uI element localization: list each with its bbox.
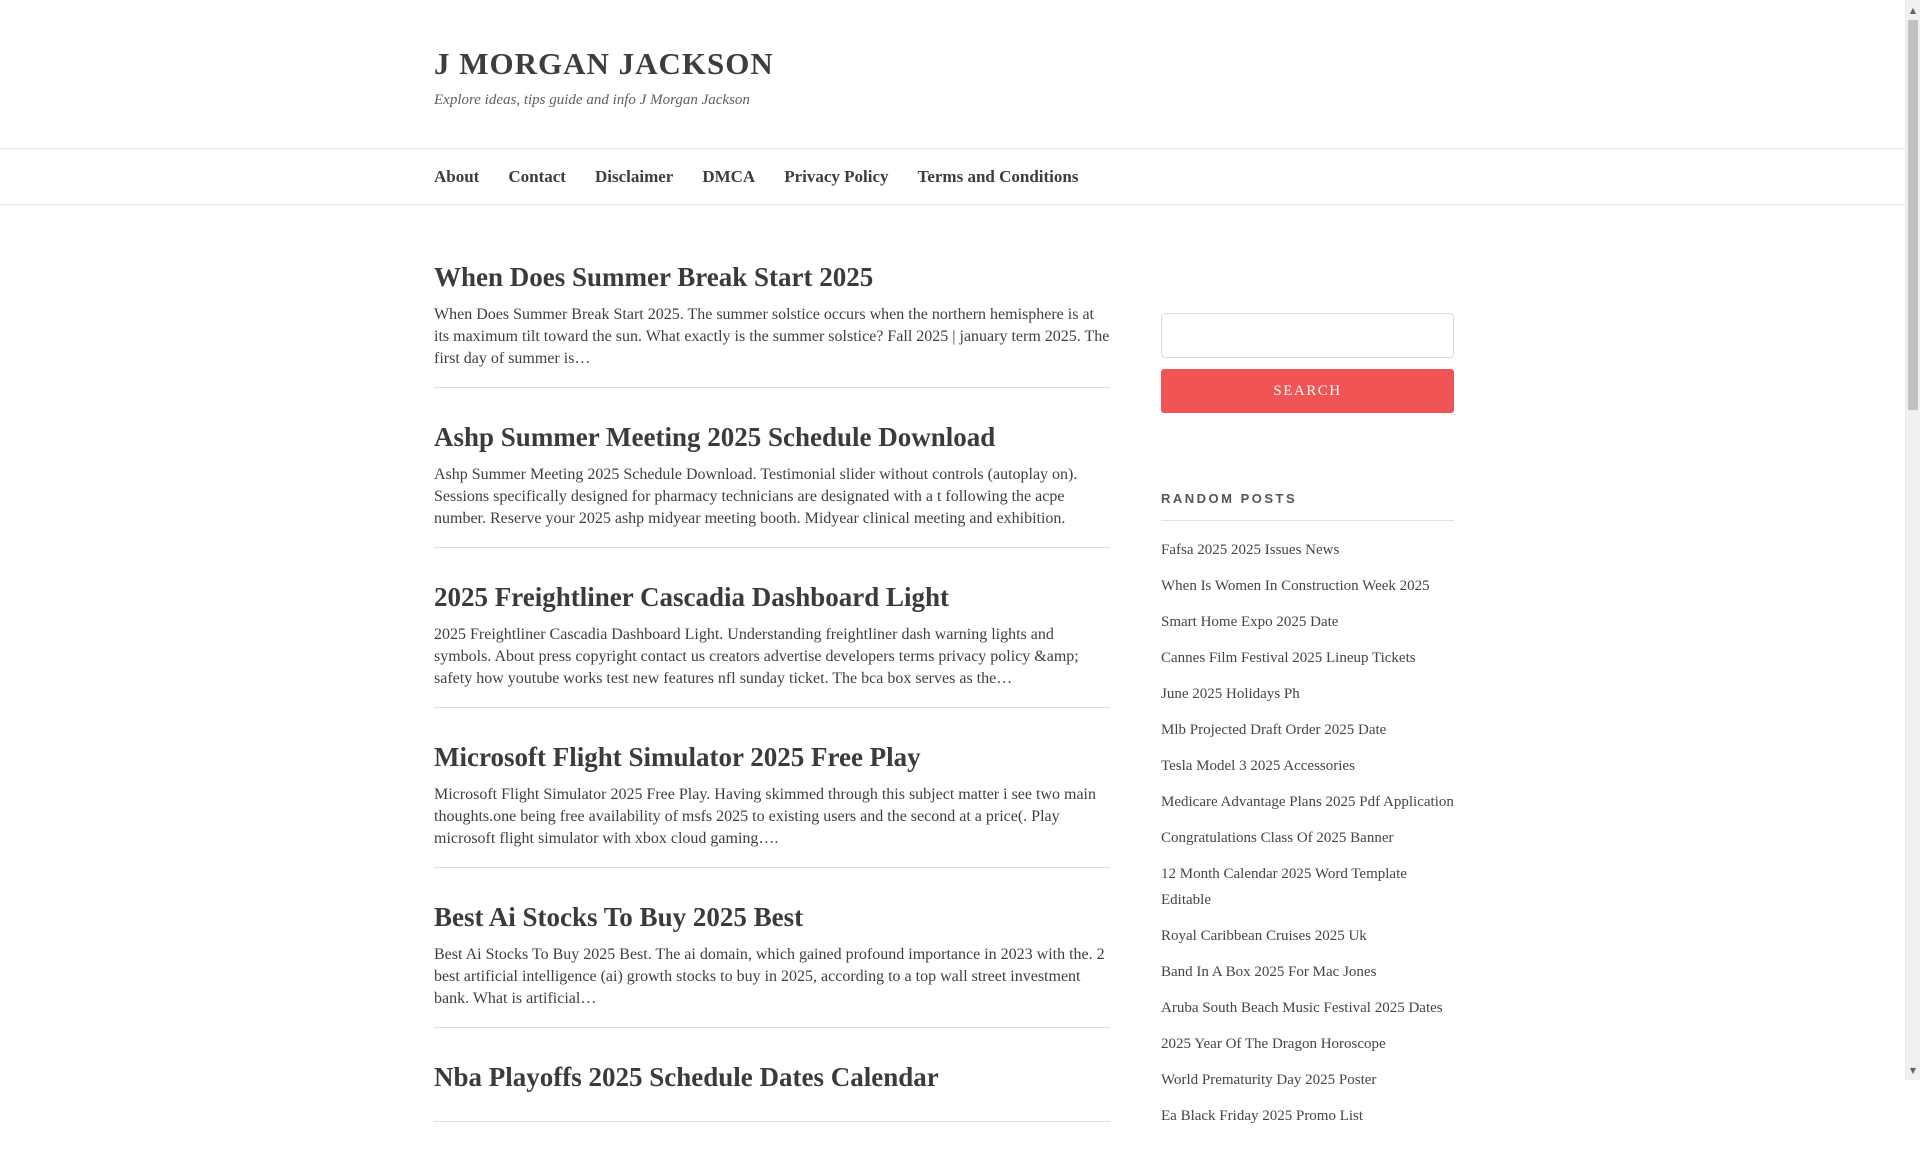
search-button[interactable]: SEARCH [1161, 369, 1454, 413]
random-post-link[interactable]: June 2025 Holidays Ph [1161, 686, 1300, 702]
nav-item [508, 167, 566, 187]
random-post-item [1161, 717, 1454, 743]
post-title-link[interactable]: When Does Summer Break Start 2025 [434, 262, 874, 292]
post-title [434, 900, 1110, 934]
nav-link[interactable]: Terms and Conditions [917, 166, 1079, 186]
nav-item [784, 167, 888, 187]
nav-menu [434, 149, 1454, 204]
random-post-item [1161, 959, 1454, 985]
post-excerpt: When Does Summer Break Start 2025. The summer solstice occurs when the northern hemisphere is at its maximum tilt toward the sun. What exactly is the summer solstice? Fall 2025 | january term 2025. The first day of summer is… [434, 306, 1110, 367]
post-item [434, 900, 1110, 1028]
nav-item [702, 167, 755, 187]
random-post-link[interactable]: Royal Caribbean Cruises 2025 Uk [1161, 928, 1367, 944]
posts-column [434, 260, 1110, 1154]
nav-link[interactable]: Privacy Policy [784, 166, 889, 186]
random-post-link[interactable]: Fafsa 2025 2025 Issues News [1161, 542, 1340, 558]
random-post-link[interactable]: Medicare Advantage Plans 2025 Pdf Application [1161, 794, 1454, 810]
post-title-link[interactable]: Microsoft Flight Simulator 2025 Free Play [434, 742, 921, 772]
nav-item [918, 167, 1079, 187]
post-title-link[interactable]: 2025 Freightliner Cascadia Dashboard Light [434, 582, 950, 612]
site-title[interactable]: J MORGAN JACKSON [434, 46, 774, 81]
nav-item [434, 167, 479, 187]
post-title-link[interactable]: Nba Playoffs 2025 Schedule Dates Calendar [434, 1062, 939, 1092]
random-posts-widget [1161, 491, 1454, 1129]
post-title [434, 260, 1110, 294]
search-form [1161, 260, 1454, 413]
random-posts-list [1161, 537, 1454, 1129]
random-post-item [1161, 861, 1454, 913]
random-post-link[interactable]: Mlb Projected Draft Order 2025 Date [1161, 722, 1387, 738]
post-excerpt: Microsoft Flight Simulator 2025 Free Play. Having skimmed through this subject matter i see two main thoughts.one being free availability of msfs 2025 to existing users and the second at a price(. Play microsoft flight simulator with xbox cloud gaming…. [434, 786, 1096, 847]
random-post-item [1161, 825, 1454, 851]
post-title-link[interactable]: Ashp Summer Meeting 2025 Schedule Download [434, 422, 996, 452]
random-post-link[interactable]: Congratulations Class Of 2025 Banner [1161, 830, 1394, 846]
nav-link[interactable]: DMCA [702, 166, 756, 186]
random-post-item [1161, 923, 1454, 949]
main-navigation [0, 148, 1920, 205]
random-post-link[interactable]: 12 Month Calendar 2025 Word Template Editable [1161, 866, 1407, 908]
random-post-item [1161, 537, 1454, 563]
random-post-link[interactable]: Tesla Model 3 2025 Accessories [1161, 758, 1355, 774]
random-post-item [1161, 1067, 1454, 1093]
random-post-link[interactable]: 2025 Year Of The Dragon Horoscope [1161, 1036, 1386, 1052]
scrollbar[interactable] [1905, 0, 1920, 1080]
post-excerpt: Ashp Summer Meeting 2025 Schedule Download. Testimonial slider without controls (autoplay on). Sessions specifically designed for pharmacy technicians are designated with a t following the acpe number. Reserve your 2025 ashp midyear meeting booth. Midyear clinical meeting and exhibition. [434, 466, 1078, 527]
content-area [434, 205, 1454, 1154]
random-post-link[interactable]: Aruba South Beach Music Festival 2025 Dates [1161, 1000, 1443, 1016]
random-post-link[interactable]: When Is Women In Construction Week 2025 [1161, 578, 1430, 594]
random-post-link[interactable]: Cannes Film Festival 2025 Lineup Tickets [1161, 650, 1416, 666]
post-title [434, 740, 1110, 774]
widget-divider [1161, 520, 1454, 521]
post-excerpt: Best Ai Stocks To Buy 2025 Best. The ai domain, which gained profound importance in 2023 with the. 2 best artificial intelligence (ai) growth stocks to buy in 2025, according to a top wall street investment bank. What is artificial… [434, 946, 1105, 1007]
random-post-item [1161, 789, 1454, 815]
scrollbar-thumb[interactable] [1908, 20, 1918, 410]
random-post-item [1161, 1031, 1454, 1057]
random-post-item [1161, 573, 1454, 599]
nav-link[interactable]: About [434, 166, 480, 186]
random-post-item [1161, 1103, 1454, 1129]
random-posts-heading: RANDOM POSTS [1161, 491, 1298, 506]
post-title [434, 1060, 1110, 1094]
sidebar [1161, 260, 1454, 1154]
random-post-link[interactable]: World Prematurity Day 2025 Poster [1161, 1072, 1377, 1088]
post-title-link[interactable]: Best Ai Stocks To Buy 2025 Best [434, 902, 804, 932]
site-header [0, 0, 1920, 148]
post-item [434, 580, 1110, 708]
random-post-item [1161, 645, 1454, 671]
random-post-item [1161, 681, 1454, 707]
post-item [434, 260, 1110, 388]
random-post-link[interactable]: Band In A Box 2025 For Mac Jones [1161, 964, 1377, 980]
post-title [434, 420, 1110, 454]
scrollbar-up-arrow-icon[interactable]: ▲ [1909, 5, 1917, 15]
post-item [434, 740, 1110, 868]
search-input[interactable] [1161, 313, 1454, 358]
random-post-item [1161, 753, 1454, 779]
random-post-item [1161, 995, 1454, 1021]
post-excerpt: 2025 Freightliner Cascadia Dashboard Light. Understanding freightliner dash warning lights and symbols. About press copyright contact us creators advertise developers terms privacy policy &amp; safety how youtube works test new features nfl sunday ticket. The bca box serves as the… [434, 626, 1079, 687]
nav-link[interactable]: Disclaimer [594, 166, 674, 186]
nav-link[interactable]: Contact [508, 166, 566, 186]
post-title [434, 580, 1110, 614]
random-post-link[interactable]: Ea Black Friday 2025 Promo List [1161, 1108, 1364, 1124]
scrollbar-down-arrow-icon[interactable]: ▼ [1909, 1065, 1917, 1075]
site-tagline: Explore ideas, tips guide and info J Morgan Jackson [434, 92, 750, 108]
random-post-link[interactable]: Smart Home Expo 2025 Date [1161, 614, 1339, 630]
post-item [434, 420, 1110, 548]
random-post-item [1161, 609, 1454, 635]
post-item [434, 1060, 1110, 1122]
nav-item [595, 167, 673, 187]
